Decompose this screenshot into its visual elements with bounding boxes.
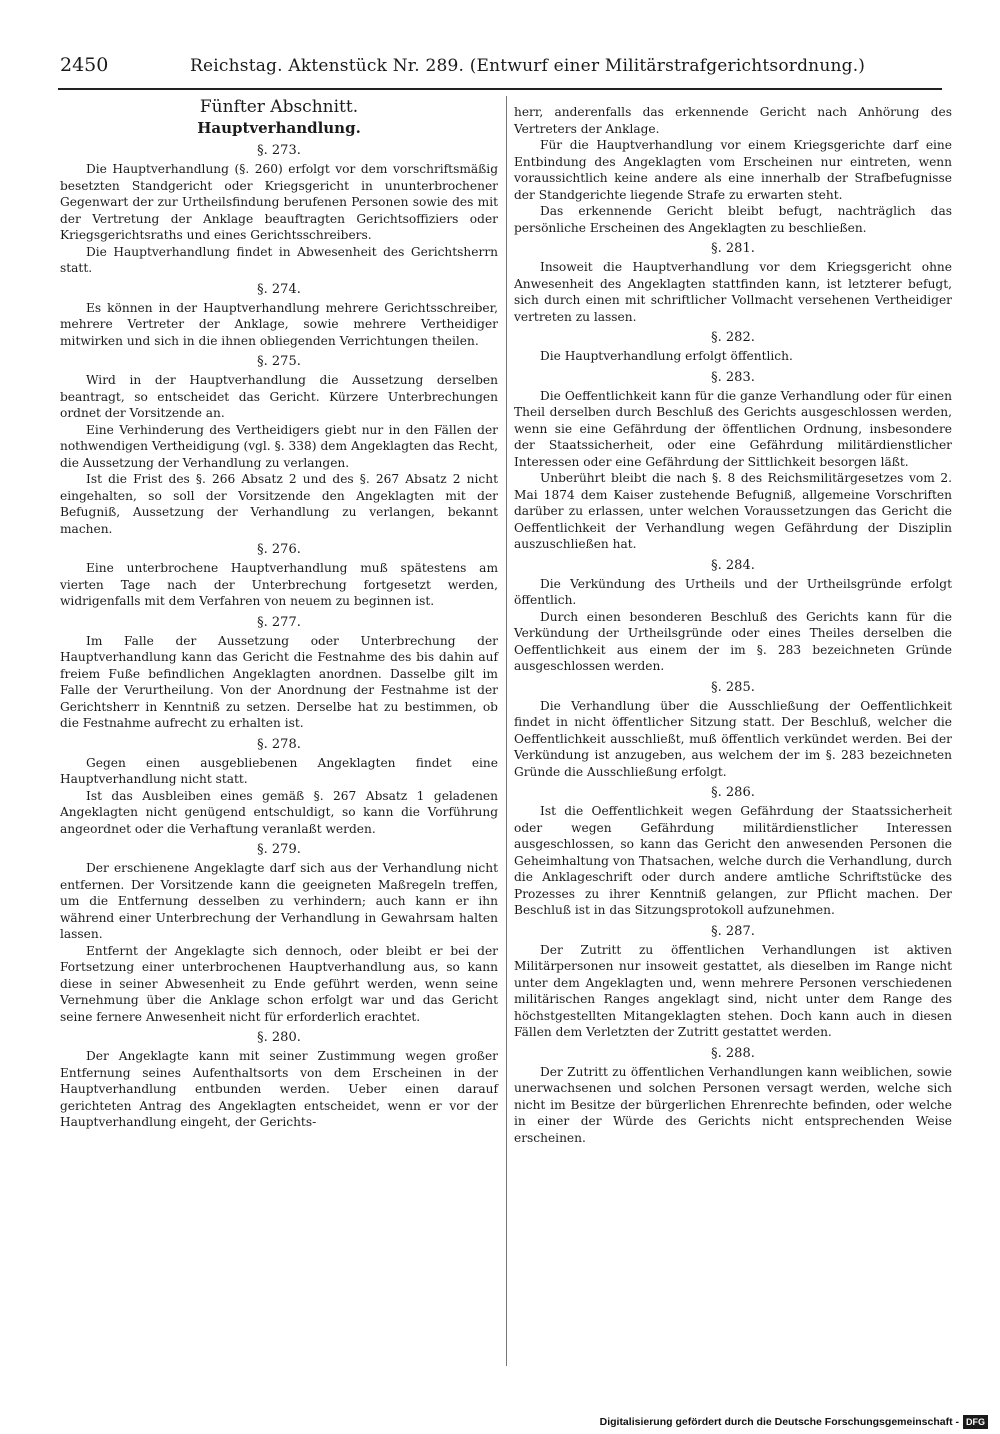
- dfg-logo: DFG: [963, 1415, 988, 1429]
- paragraph-text: Der erschienene Angeklagte darf sich aus der Verhandlung nicht entfernen. Der Vorsitzende kann die geeigneten Maßregeln treffen, um die Entfernung desselben zu verhindern; auch kann er ihn während einer Unterbrechung der Verhandlung in Gewahrsam halten lassen.: [60, 861, 498, 941]
- paragraph-number: §. 287.: [711, 923, 755, 939]
- paragraph-number: §. 274.: [257, 281, 301, 297]
- paragraph-text: Die Verkündung des Urtheils und der Urtheilsgründe erfolgt öffentlich.: [514, 576, 952, 607]
- column-divider: [506, 96, 507, 1366]
- paragraph-text: Gegen einen ausgebliebenen Angeklagten findet eine Hauptverhandlung nicht statt.: [60, 755, 498, 786]
- header-rule: [58, 88, 942, 90]
- paragraph-number: §. 280.: [257, 1030, 301, 1045]
- running-head: Reichstag. Aktenstück Nr. 289. (Entwurf einer Militärstrafgerichtsordnung.): [190, 56, 866, 76]
- paragraph-number: §. 275.: [257, 354, 301, 369]
- paragraph-text: Durch einen besonderen Beschluß des Gerichts kann für die Verkündung der Urtheilsgründe oder eines Theiles derselben die Oeffentlichkeit aus einem der im §. 283 bezeichneten Gründe ausgeschlossen werden.: [514, 609, 952, 673]
- paragraph-number: §. 285.: [711, 679, 755, 695]
- paragraph-text: Wird in der Hauptverhandlung die Aussetzung derselben beantragt, so entscheidet das Gericht. Kürzere Unterbrechungen ordnet der Vorsitzende an.: [60, 373, 498, 420]
- paragraph-text: Insoweit die Hauptverhandlung vor dem Kriegsgericht ohne Anwesenheit des Angeklagten stattfinden kann, ist letzterer befugt, sich durch einen mit schriftlicher Vollmacht versehenen Vertheidiger vertreten zu lassen.: [514, 260, 952, 324]
- paragraph-text: Die Oeffentlichkeit kann für die ganze Verhandlung oder für einen Theil derselben durch Beschluß des Gerichts ausgeschlossen werden, wenn sie eine Gefährdung der öffentlichen Ordnung, insbesondere der Staatssicherheit, oder eine Gefährdung militärdienstlicher Interessen oder eine Gefährdung der Sittlichkeit besorgen läßt.: [514, 388, 952, 469]
- paragraph-number: §. 279.: [257, 842, 301, 857]
- right-column: [514, 104, 952, 1146]
- paragraph-text: Ist die Oeffentlichkeit wegen Gefährdung der Staatssicherheit oder wegen Gefährdung militärdienstlicher Interessen ausgeschlossen, so kann das Gericht den anwesenden Personen die Geheimhaltung von Thatsachen, welche durch die Verhandlung, durch die Anklageschrift oder durch andere amtliche Schriftstücke des Prozesses zu ihrer Kenntniß gelangen, zur Pflicht machen. Der Beschluß ist in das Sitzungsprotokoll aufzunehmen.: [514, 804, 952, 917]
- paragraph-text: Eine Verhinderung des Vertheidigers giebt nur in den Fällen der nothwendigen Vertheidigung (vgl. §. 338) dem Angeklagten das Recht, die Aussetzung der Verhandlung zu verlangen.: [60, 422, 498, 470]
- section-subtitle: Hauptverhandlung.: [197, 119, 361, 137]
- paragraph-text: Der Angeklagte kann mit seiner Zustimmung wegen großer Entfernung seines Aufenthaltsorts von dem Erscheinen in der Hauptverhandlung entbunden werden. Ueber einen darauf gerichteten Antrag des Angeklagten entscheidet, wenn er vor der Hauptverhandlung eingeht, der Gerichts-: [60, 1049, 498, 1129]
- paragraph-number: §. 278.: [257, 736, 301, 752]
- paragraph-text: herr, anderenfalls das erkennende Gericht nach Anhörung des Vertreters der Anklage.: [514, 105, 952, 136]
- paragraph-text: Unberührt bleibt die nach §. 8 des Reichsmilitärgesetzes vom 2. Mai 1874 dem Kaiser zustehende Befugniß, allgemeine Vorschriften darüber zu erlassen, unter welchen Voraussetzungen das Gericht die Oeffentlichkeit der Verhandlung wegen Gefährdung der Disziplin auszuschließen hat.: [514, 471, 952, 551]
- paragraph-number: §. 288.: [711, 1045, 755, 1061]
- paragraph-text: Im Falle der Aussetzung oder Unterbrechung der Hauptverhandlung kann das Gericht die Festnahme des bis dahin auf freiem Fuße befindlichen Angeklagten anordnen. Dasselbe gilt im Falle der Verurtheilung. Von der Anordnung der Festnahme ist der Gerichtsherr in Kenntniß zu setzen. Derselbe hat zu bestimmen, ob die Festnahme aufrecht zu erhalten ist.: [60, 633, 498, 730]
- paragraph-text: Der Zutritt zu öffentlichen Verhandlungen kann weiblichen, sowie unerwachsenen und solchen Personen versagt werden, welche sich nicht im Besitze der bürgerlichen Ehrenrechte befinden, oder welche in einer der Würde des Gerichts nicht entsprechenden Weise erscheinen.: [514, 1064, 952, 1145]
- digitization-footer: [600, 1414, 988, 1430]
- paragraph-number: §. 281.: [711, 241, 755, 256]
- section-title: Fünfter Abschnitt.: [199, 97, 359, 117]
- paragraph-number: §. 282.: [711, 330, 755, 345]
- paragraph-text: Das erkennende Gericht bleibt befugt, nachträglich das persönliche Erscheinen des Angeklagten zu beschließen.: [514, 204, 952, 235]
- paragraph-text: Entfernt der Angeklagte sich dennoch, oder bleibt er bei der Fortsetzung einer unterbrochenen Hauptverhandlung aus, so kann diese in seiner Abwesenheit zu Ende geführt werden, wenn seine Vernehmung über die Anklage schon erfolgt war und das Gericht seine fernere Anwesenheit nicht für erforderlich erachtet.: [60, 943, 498, 1024]
- paragraph-text: Der Zutritt zu öffentlichen Verhandlungen ist aktiven Militärpersonen nur insoweit gestattet, als dieselben im Range nicht unter dem Angeklagten und, wenn mehrere Personen verschiedenen militärischen Ranges angeklagt sind, nicht unter dem Range des höchstgestellten Mitangeklagten stehen. Doch kann auch in diesen Fällen dem Verletzten der Zutritt gestattet werden.: [514, 942, 952, 1039]
- paragraph-text: Ist das Ausbleiben eines gemäß §. 267 Absatz 1 geladenen Angeklagten nicht genügend entschuldigt, so kann die Vorführung angeordnet oder die Verhaftung veranlaßt werden.: [60, 788, 498, 836]
- left-column: [60, 96, 498, 1131]
- page-number: 2450: [60, 54, 109, 76]
- paragraph-number: §. 276.: [257, 542, 301, 557]
- paragraph-text: Die Hauptverhandlung erfolgt öffentlich.: [540, 349, 793, 363]
- paragraph-number: §. 284.: [711, 557, 755, 573]
- paragraph-number: §. 283.: [711, 369, 755, 385]
- paragraph-text: Ist die Frist des §. 266 Absatz 2 und des §. 267 Absatz 2 nicht eingehalten, so soll der Vorsitzende den Angeklagten mit der Befugniß, Aussetzung der Verhandlung zu verlangen, bekannt machen.: [60, 472, 498, 536]
- paragraph-text: Die Hauptverhandlung (§. 260) erfolgt vor dem vorschriftsmäßig besetzten Standgericht oder Kriegsgericht in ununterbrochener Gegenwart der zur Urtheilsfindung berufenen Personen sowie des mit der Vertretung der Anklage beauftragten Gerichtsoffiziers oder Kriegsgerichtsraths und eines Gerichtsschreibers.: [60, 162, 498, 242]
- paragraph-text: Die Verhandlung über die Ausschließung der Oeffentlichkeit findet in nicht öffentlicher Sitzung statt. Der Beschluß, welcher die Oeffentlichkeit ausschließt, muß öffentlich verkündet werden. Bei der Verkündung ist anzugeben, aus welchem der im §. 283 bezeichneten Gründe die Ausschließung erfolgt.: [514, 698, 952, 779]
- left-column-text: [60, 141, 498, 1131]
- paragraph-text: Eine unterbrochene Hauptverhandlung muß spätestens am vierten Tage nach der Unterbrechung fortgesetzt werden, widrigenfalls mit dem Verfahren von neuem zu beginnen ist.: [60, 561, 498, 608]
- paragraph-text: Es können in der Hauptverhandlung mehrere Gerichtsschreiber, mehrere Vertreter der Anklage, sowie mehrere Vertheidiger mitwirken und sich in die ihnen obliegenden Verrichtungen theilen.: [60, 300, 498, 348]
- right-column-text: [514, 104, 952, 1146]
- paragraph-number: §. 273.: [257, 143, 301, 158]
- paragraph-number: §. 277.: [257, 614, 301, 630]
- paragraph-text: Für die Hauptverhandlung vor einem Kriegsgerichte darf eine Entbindung des Angeklagten vom Erscheinen nur eintreten, wenn voraussichtlich keine andere als eine innerhalb der Strafbefugnisse der Standgerichte liegende Strafe zu erwarten steht.: [514, 138, 952, 202]
- paragraph-text: Die Hauptverhandlung findet in Abwesenheit des Gerichtsherrn statt.: [60, 244, 498, 275]
- page-header: [60, 54, 940, 84]
- paragraph-number: §. 286.: [711, 785, 755, 800]
- footer-credit: Digitalisierung gefördert durch die Deutsche Forschungsgemeinschaft -: [599, 1416, 959, 1428]
